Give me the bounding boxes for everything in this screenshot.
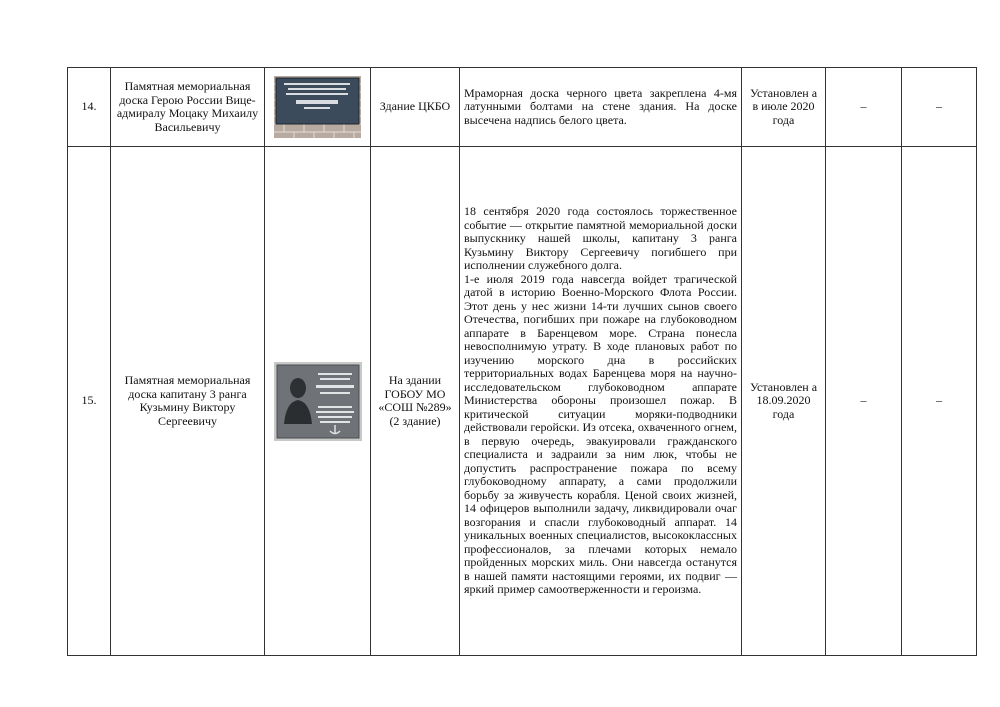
memorial-registry-table xyxy=(67,67,977,656)
plaque-photo-cell xyxy=(265,68,371,147)
empty-value: – xyxy=(902,68,977,147)
memorial-plaque-photo xyxy=(274,362,362,441)
row-number: 14. xyxy=(68,68,111,147)
installation-status: Установлен а в июле 2020 года xyxy=(742,68,826,147)
plaque-description xyxy=(460,147,742,656)
empty-value: – xyxy=(826,147,902,656)
installation-status: Установлен а 18.09.2020 года xyxy=(742,147,826,656)
memorial-name: Памятная мемориальная доска капитану 3 ранга Кузьмину Виктору Сергеевичу xyxy=(111,147,265,656)
description-paragraph: 18 сентября 2020 года состоялось торжественное событие — открытие памятной мемориальной доски выпускнику нашей школы, капитану 3 ранга Кузьмину Виктору Сергеевичу погибшего при исполнении служебного долга. xyxy=(464,204,737,273)
row-number: 15. xyxy=(68,147,111,656)
empty-value: – xyxy=(826,68,902,147)
empty-value: – xyxy=(902,147,977,656)
plaque-photo-cell xyxy=(265,147,371,656)
memorial-plaque-photo xyxy=(274,76,361,138)
installation-place: На здании ГОБОУ МО «СОШ №289» (2 здание) xyxy=(371,147,460,656)
memorial-name: Памятная мемориальная доска Герою России Вице-адмиралу Моцаку Михаилу Васильевичу xyxy=(111,68,265,147)
description-paragraph: 1-е июля 2019 года навсегда войдет трагической датой в историю Военно-Морского Флота России. Этот день у нес жизни 14-ти лучших сынов своего Отечества, погибших при пожаре на глубоководном аппарате в Баренцевом море. Страна понесла невосполнимую утрату. В ходе плановых работ по изучению морского дна в российских территориальных водах Баренцева моря на научно-исследовательском глубоководном аппарате Министерства обороны произошел пожар. В критической ситуации моряки-подводники действовали геройски. Из отсека, охваченного огнем, в первую очередь, эвакуировали гражданского специалиста и задраили за ним люк, чтобы не допустить распространение пожара по всему глубоководному аппарату, а сами продолжили борьбу за живучесть корабля. Ценой своих жизней, 14 офицеров выполнили задачу, ликвидировали очаг возгорания и спасли глубоководный аппарат. 14 уникальных военных специалистов, высококлассных профессионалов, за плечами которых немало пройденных морских миль. Они навсегда останутся в нашей памяти настоящими героями, их подвиг — яркий пример самоотверженности и героизма. xyxy=(464,271,738,597)
installation-place: Здание ЦКБО xyxy=(371,68,460,147)
table-row-14 xyxy=(68,68,977,147)
plaque-description: Мраморная доска черного цвета закреплена 4-мя латунными болтами на стене здания. На доске высечена надпись белого цвета. xyxy=(460,68,742,147)
table-row-15 xyxy=(68,147,977,656)
